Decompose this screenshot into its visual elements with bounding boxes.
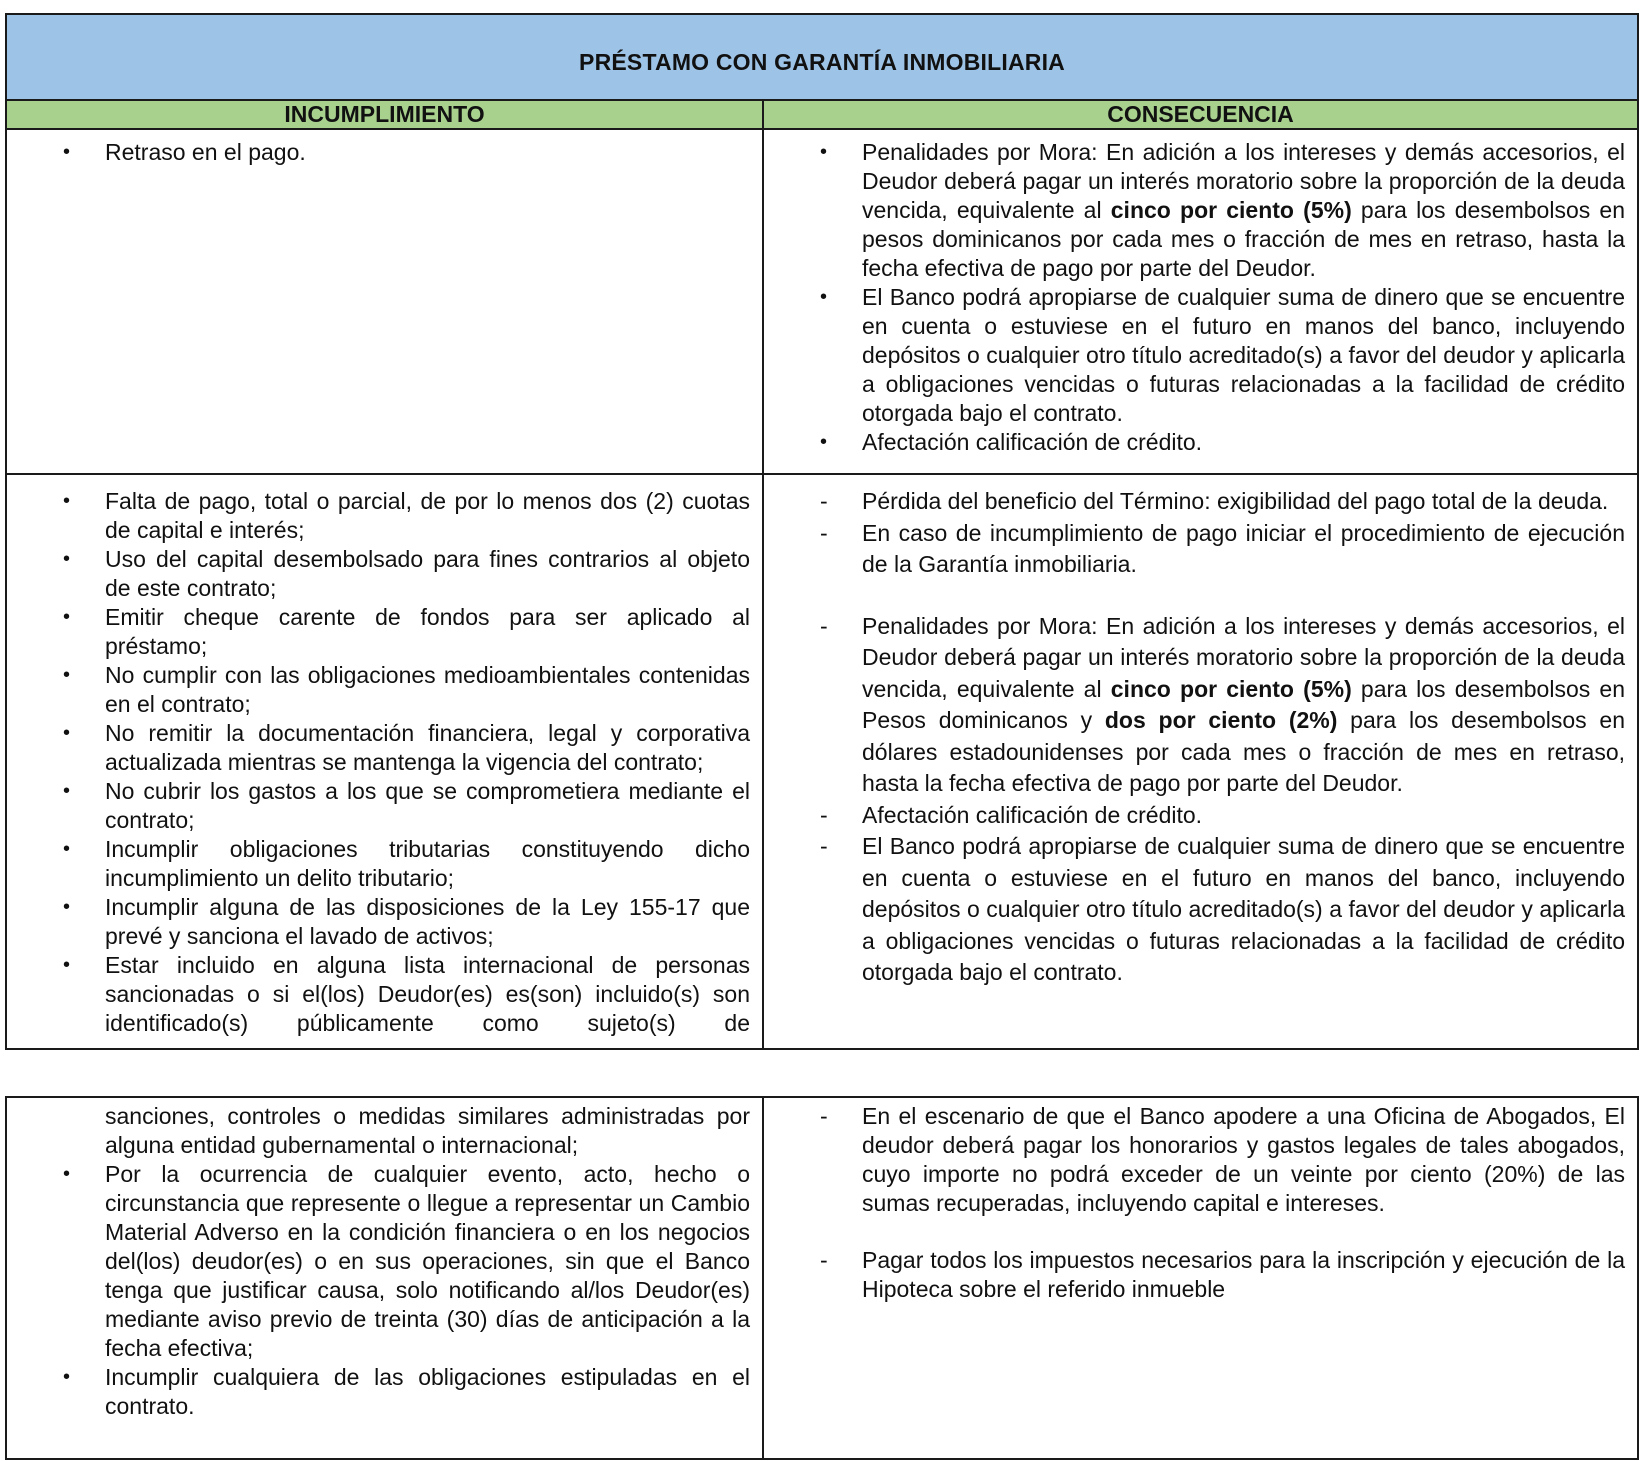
- list-item: - El Banco podrá apropiarse de cualquier suma de dinero que se encuentre en cuenta o estuviese en el futuro en manos del banco, incluyendo depósitos o cualquier otro título acreditado(s) a favor del deudor y aplicarla a obligaciones vencidas o futuras relacionadas a la facilidad de crédito otorgada bajo el contrato.: [820, 833, 1626, 985]
- list-item: • No cumplir con las obligaciones medioambientales contenidas en el contrato;: [63, 662, 750, 717]
- row3-incumplimiento-cell: [6, 1097, 763, 1459]
- list-item-continued: sanciones, controles o medidas similares administradas por alguna entidad gubernamental o internacional;: [105, 1103, 750, 1158]
- header-consecuencia: CONSECUENCIA: [763, 100, 1638, 129]
- list-item: • El Banco podrá apropiarse de cualquier suma de dinero que se encuentre en cuenta o estuviese en el futuro en manos del banco, incluyendo depósitos o cualquier otro título acreditado(s) a favor del deudor y aplicarla a obligaciones vencidas o futuras relacionadas a la facilidad de crédito otorgada bajo el contrato.: [820, 284, 1626, 426]
- list-item: • Falta de pago, total o parcial, de por lo menos dos (2) cuotas de capital e interés;: [63, 488, 750, 543]
- bullet-icon: •: [63, 1366, 71, 1388]
- list-item: • Emitir cheque carente de fondos para ser aplicado al préstamo;: [63, 604, 750, 659]
- list-item: • No remitir la documentación financiera, legal y corporativa actualizada mientras se mantenga la vigencia del contrato;: [63, 720, 750, 775]
- row2-consecuencia-cell: [763, 474, 1638, 1049]
- bullet-icon: •: [820, 431, 828, 453]
- bullet-icon: •: [63, 141, 71, 163]
- bullet-icon: •: [820, 141, 828, 163]
- list-item: - En caso de incumplimiento de pago iniciar el procedimiento de ejecución de la Garantía inmobiliaria.: [820, 519, 1626, 577]
- table-part-2: [5, 1096, 1639, 1460]
- list-item: • Incumplir cualquiera de las obligaciones estipuladas en el contrato.: [63, 1364, 750, 1419]
- list-item: - Pagar todos los impuestos necesarios para la inscripción y ejecución de la Hipoteca sobre el referido inmueble: [820, 1247, 1625, 1302]
- list-item: • Penalidades por Mora: En adición a los intereses y demás accesorios, el Deudor deberá pagar un interés moratorio sobre la proporción de la deuda vencida, equivalente al cinco por ciento (5%) para los desembolsos en pesos dominicanos por cada mes o fracción de mes en retraso, hasta la fecha efectiva de pago por parte del Deudor.: [820, 139, 1626, 281]
- list-item: • Por la ocurrencia de cualquier evento, acto, hecho o circunstancia que represente o llegue a representar un Cambio Material Adverso en la condición financiera o en los negocios del(los) deudor(es) o en sus operaciones, sin que el Banco tenga que justificar causa, solo notificando al/los Deudor(es) mediante aviso previo de treinta (30) días de anticipación a la fecha efectiva;: [63, 1161, 750, 1361]
- bullet-icon: •: [63, 1163, 71, 1185]
- list-item: • No cubrir los gastos a los que se comprometiera mediante el contrato;: [63, 778, 750, 833]
- list-item: • Uso del capital desembolsado para fines contrarios al objeto de este contrato;: [63, 546, 750, 601]
- bullet-icon: •: [63, 664, 71, 686]
- row2-left-list: [7, 475, 762, 1038]
- row3-consecuencia-cell: [763, 1097, 1638, 1459]
- list-item: • Incumplir alguna de las disposiciones de la Ley 155-17 que prevé y sanciona el lavado de activos;: [63, 894, 750, 949]
- table-title: PRÉSTAMO CON GARANTÍA INMOBILIARIA: [6, 14, 1638, 100]
- bullet-icon: •: [63, 606, 71, 628]
- row3-right-list: [764, 1098, 1637, 1304]
- bullet-icon: •: [820, 286, 828, 308]
- bullet-icon: •: [63, 838, 71, 860]
- row1-consecuencia-cell: [763, 129, 1638, 474]
- row1-incumplimiento-cell: [6, 129, 763, 474]
- list-item: • Incumplir obligaciones tributarias constituyendo dicho incumplimiento un delito tributario;: [63, 836, 750, 891]
- header-incumplimiento: INCUMPLIMIENTO: [6, 100, 763, 129]
- bullet-icon: •: [63, 954, 71, 976]
- row1-left-list: [7, 130, 762, 167]
- dash-icon: -: [820, 488, 828, 514]
- bullet-icon: •: [63, 896, 71, 918]
- list-item: - Penalidades por Mora: En adición a los intereses y demás accesorios, el Deudor deberá pagar un interés moratorio sobre la proporción de la deuda vencida, equivalente al cinco por ciento (5%) para los desembolsos en Pesos dominicanos y dos por ciento (2%) para los desembolsos en dólares estadounidenses por cada mes o fracción de mes en retraso, hasta la fecha efectiva de pago por parte del Deudor.: [820, 612, 1626, 796]
- row2-incumplimiento-cell: [6, 474, 763, 1049]
- dash-icon: -: [820, 612, 828, 639]
- table-part-1: [5, 13, 1639, 1050]
- dash-icon: -: [820, 801, 828, 828]
- row1-right-list: [764, 130, 1637, 457]
- bullet-icon: •: [63, 490, 71, 512]
- list-item: • Retraso en el pago.: [63, 139, 306, 165]
- list-item: - Afectación calificación de crédito.: [862, 800, 1625, 832]
- list-item: - En el escenario de que el Banco apodere a una Oficina de Abogados, El deudor deberá pagar los honorarios y gastos legales de tales abogados, cuyo importe no podrá exceder de un veinte por ciento (20%) de las sumas recuperadas, incluyendo capital e intereses.: [820, 1103, 1625, 1216]
- row2-right-list: [764, 475, 1637, 989]
- bullet-icon: •: [63, 548, 71, 570]
- row3-left-list: [7, 1098, 762, 1421]
- list-item: • Afectación calificación de crédito.: [820, 429, 1203, 455]
- dash-icon: -: [820, 1103, 828, 1129]
- dash-icon: -: [820, 833, 828, 859]
- list-item: • Estar incluido en alguna lista internacional de personas sancionadas o si el(los) Deudor(es) es(son) incluido(s) son identificado(s) públicamente como sujeto(s) de: [63, 952, 750, 1036]
- dash-icon: -: [820, 519, 828, 546]
- bullet-icon: •: [63, 780, 71, 802]
- bullet-icon: •: [63, 722, 71, 744]
- dash-icon: -: [820, 1247, 828, 1273]
- list-item: - Pérdida del beneficio del Término: exigibilidad del pago total de la deuda.: [862, 486, 1625, 518]
